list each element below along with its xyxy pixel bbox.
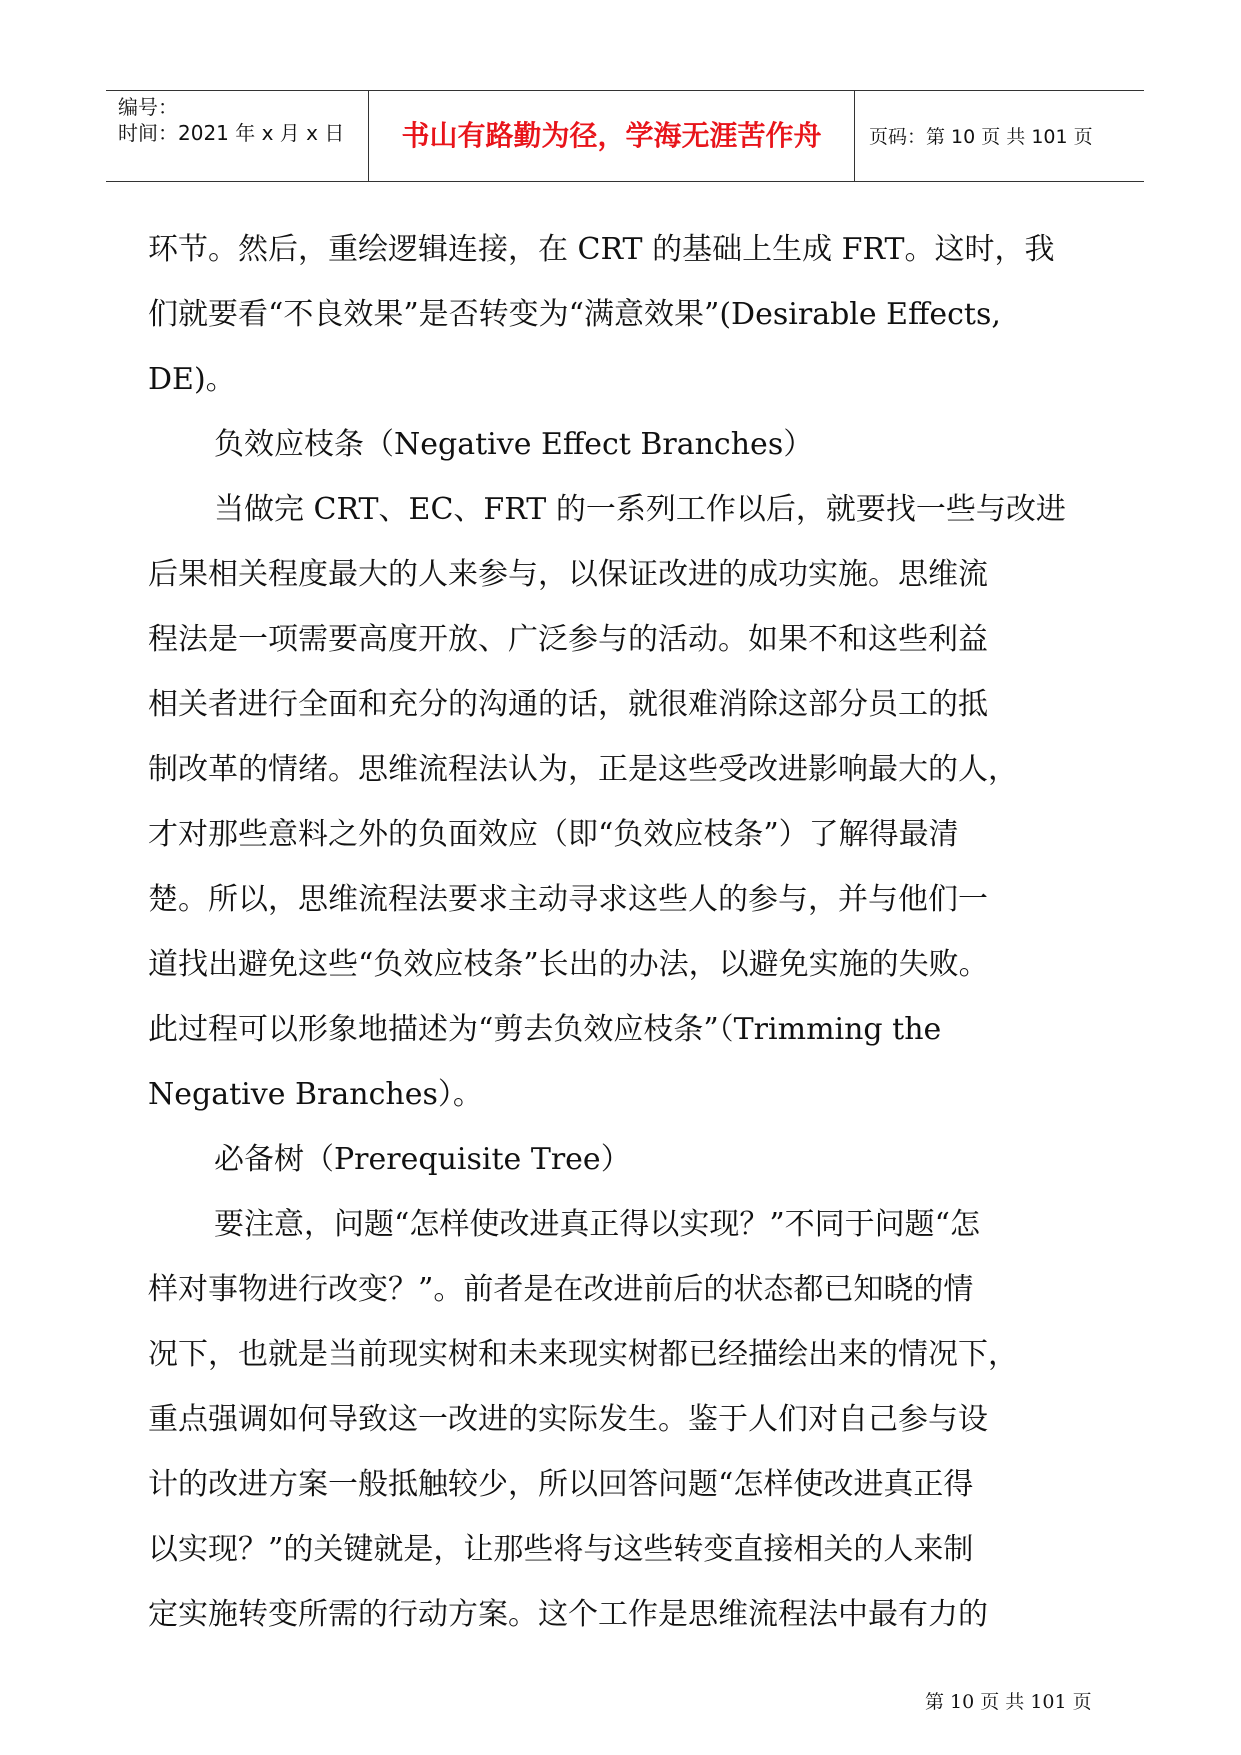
page-footer: 第 10 页 共 101 页: [925, 1691, 1092, 1713]
body-line: 才对那些意料之外的负面效应（即“负效应枝条”）了解得最清: [148, 817, 959, 852]
body-line: 重点强调如何导致这一改进的实际发生。鉴于人们对自己参与设: [148, 1402, 988, 1437]
body-line: 楚。所以，思维流程法要求主动寻求这些人的参与，并与他们一: [148, 882, 988, 917]
body-line: 以实现？”的关键就是，让那些将与这些转变直接相关的人来制: [148, 1532, 974, 1567]
page-header: [106, 90, 1144, 182]
header-page-cell: [855, 91, 1144, 181]
body-line: 此过程可以形象地描述为“剪去负效应枝条”（Trimming the: [148, 1012, 942, 1047]
body-line: 相关者进行全面和充分的沟通的话，就很难消除这部分员工的抵: [148, 687, 988, 722]
document-body: [148, 217, 1128, 1647]
body-line: Negative Branches）。: [148, 1077, 483, 1112]
header-page-info: 页码：第 10 页 共 101 页: [869, 126, 1093, 148]
header-motto: 书山有路勤为径，学海无涯苦作舟: [401, 119, 822, 152]
body-line: 制改革的情绪。思维流程法认为，正是这些受改进影响最大的人，: [148, 752, 1018, 787]
body-line: 当做完 CRT、EC、FRT 的一系列工作以后，就要找一些与改进: [214, 492, 1066, 527]
body-line: 道找出避免这些“负效应枝条”长出的办法，以避免实施的失败。: [148, 947, 989, 982]
section-heading: 负效应枝条（Negative Effect Branches）: [214, 427, 814, 462]
body-line: 环节。然后，重绘逻辑连接，在 CRT 的基础上生成 FRT。这时，我: [148, 232, 1055, 267]
body-line: 定实施转变所需的行动方案。这个工作是思维流程法中最有力的: [148, 1597, 988, 1632]
body-line: 要注意，问题“怎样使改进真正得以实现？”不同于问题“怎: [214, 1207, 981, 1242]
header-meta-cell: [106, 91, 368, 181]
document-number-label: 编号：: [118, 95, 178, 119]
section-heading: 必备树（Prerequisite Tree）: [214, 1142, 631, 1177]
body-line: 况下，也就是当前现实树和未来现实树都已经描绘出来的情况下，: [148, 1337, 1018, 1372]
body-line: DE)。: [148, 362, 236, 397]
body-line: 样对事物进行改变？”。前者是在改进前后的状态都已知晓的情: [148, 1272, 974, 1307]
document-date-label: 时间：2021 年 x 月 x 日: [118, 121, 345, 145]
body-line: 们就要看“不良效果”是否转变为“满意效果”(Desirable Effects,: [148, 297, 1001, 332]
body-line: 程法是一项需要高度开放、广泛参与的活动。如果不和这些利益: [148, 622, 988, 657]
body-line: 后果相关程度最大的人来参与，以保证改进的成功实施。思维流: [148, 557, 988, 592]
body-line: 计的改进方案一般抵触较少，所以回答问题“怎样使改进真正得: [148, 1467, 974, 1502]
header-motto-cell: [368, 91, 855, 181]
